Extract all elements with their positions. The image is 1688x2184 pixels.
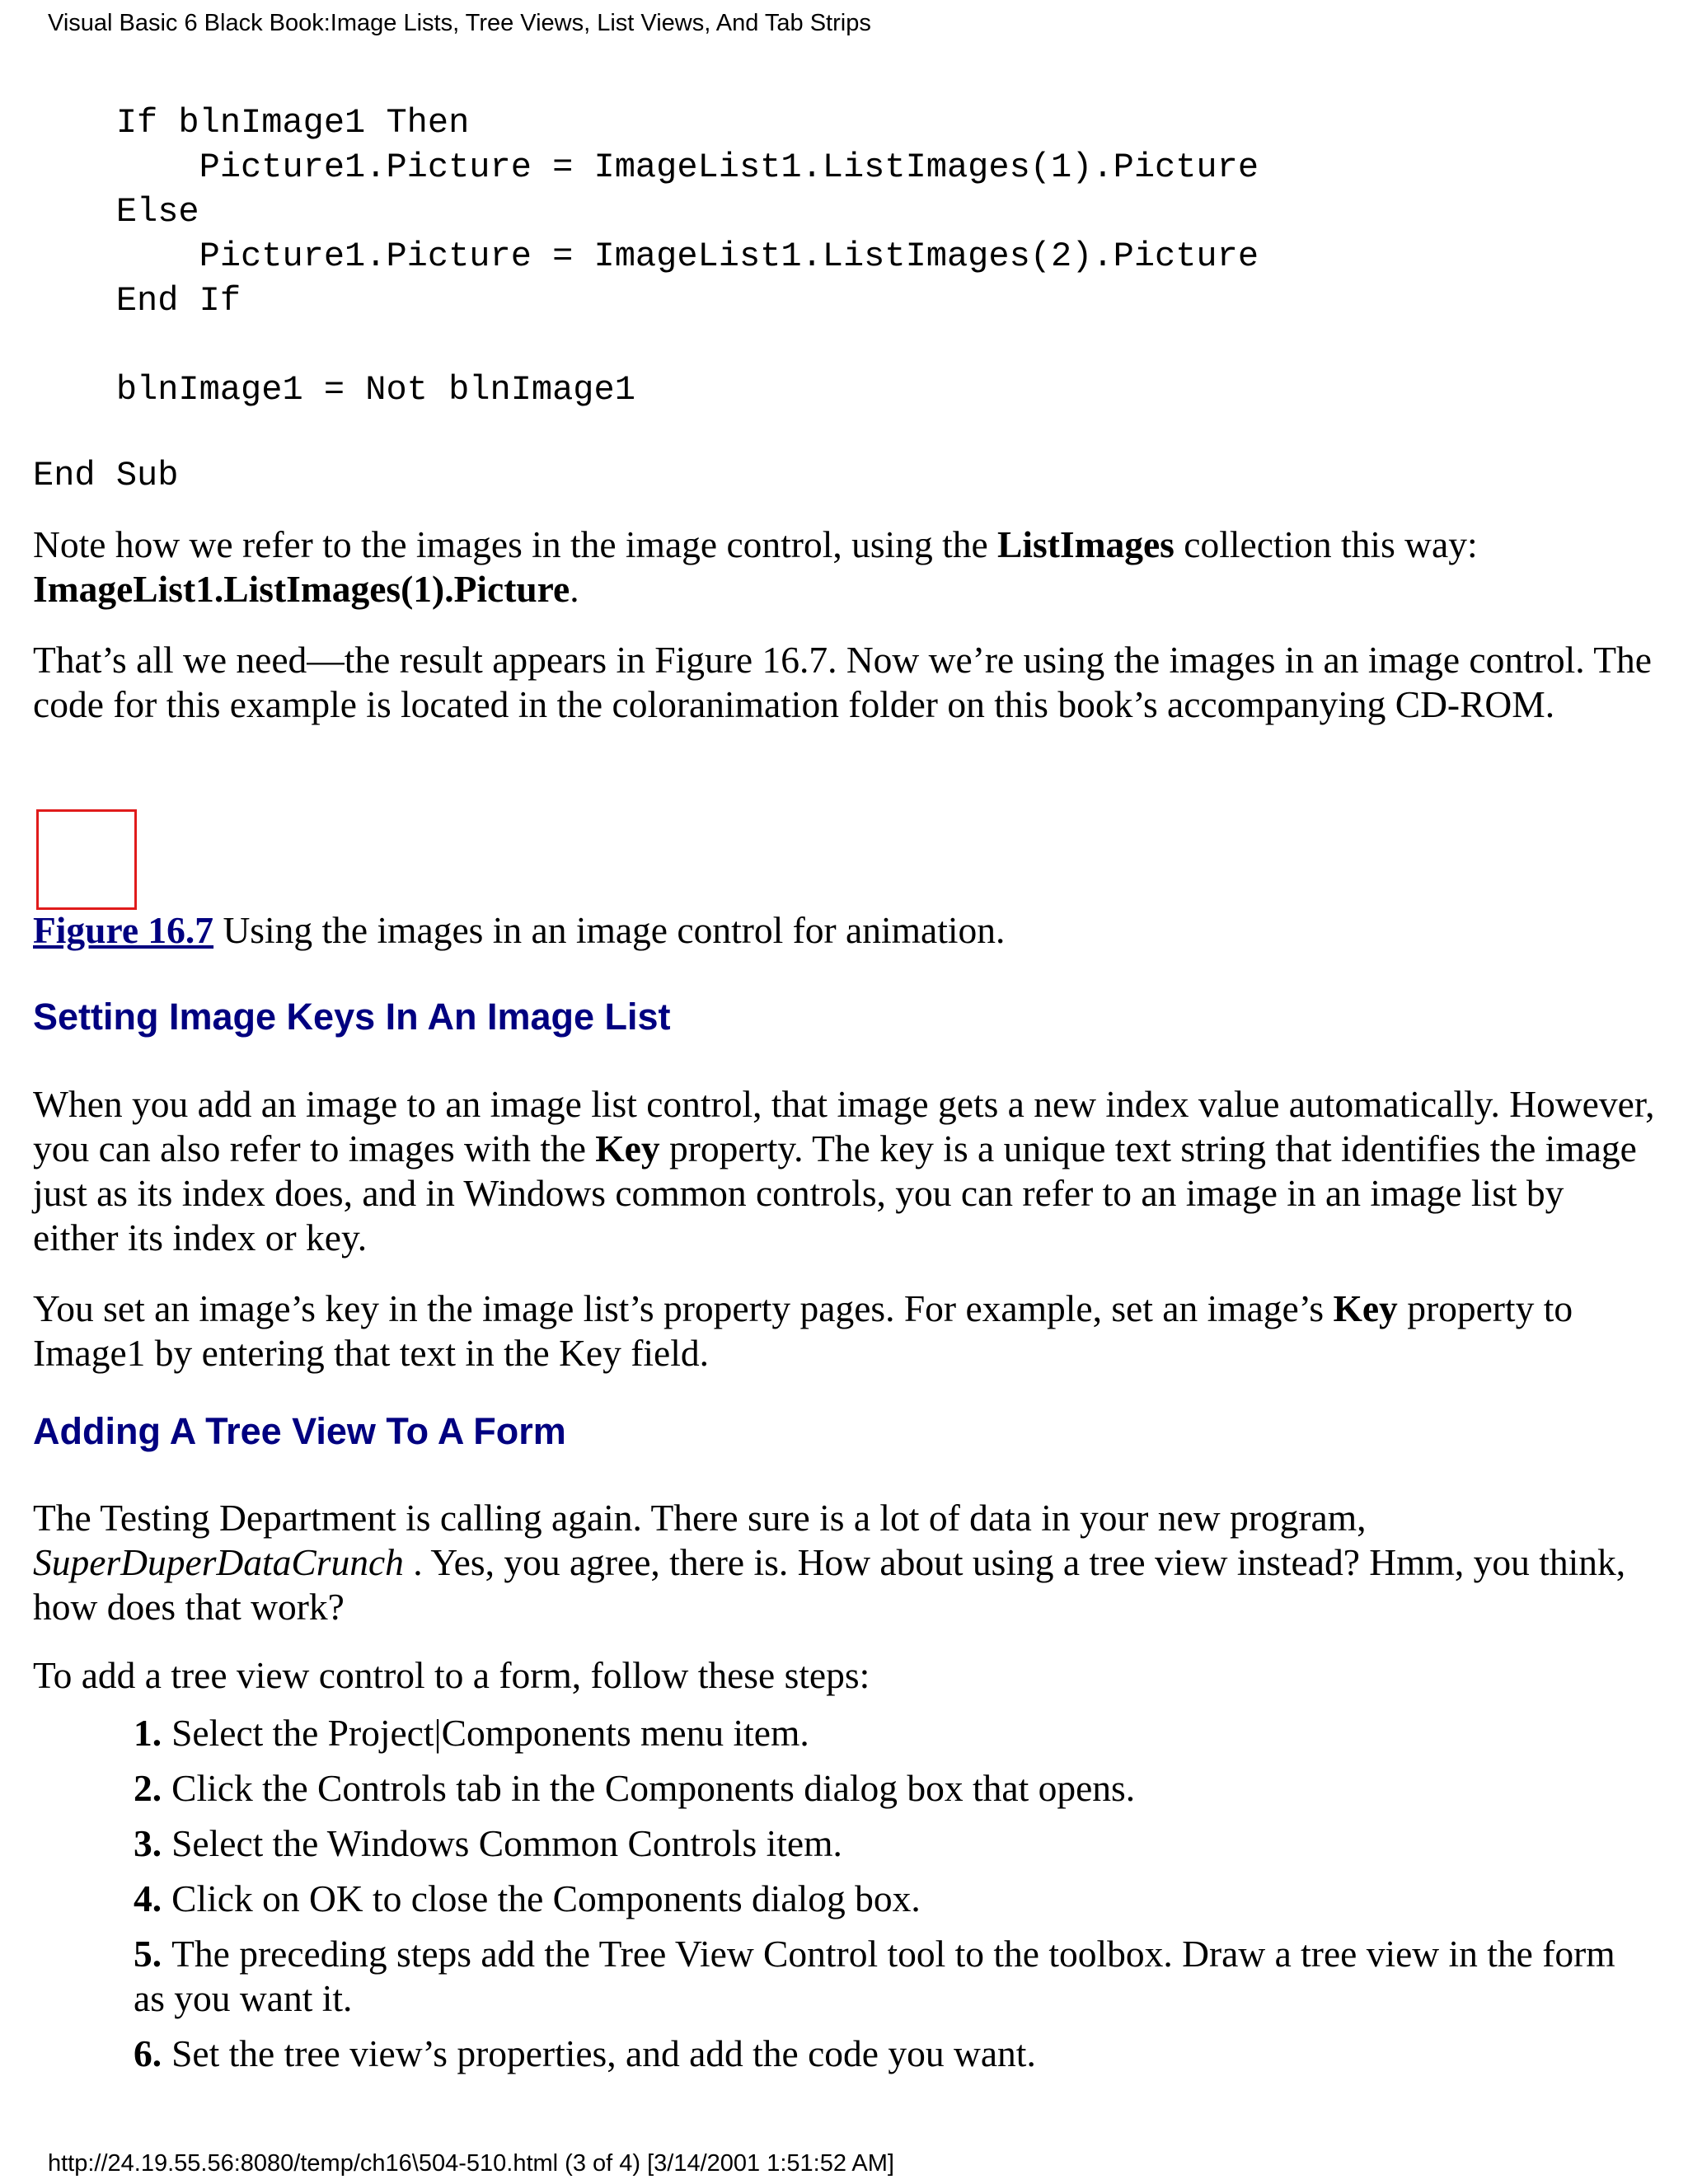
figure-link[interactable]: Figure 16.7	[33, 909, 214, 951]
note-paragraph: Note how we refer to the images in the image control, using the ListImages collection this way: ImageList1.ListImages(1).Picture.	[33, 523, 1478, 610]
code-line: Else	[33, 192, 199, 232]
section-heading-image-keys: Setting Image Keys In An Image List	[33, 996, 671, 1038]
steps-list	[134, 1711, 1642, 2087]
result-paragraph: That’s all we need—the result appears in Figure 16.7. Now we’re using the images in an image control. The code for this example is located in the coloranimation folder on this book’s accompanying CD-ROM.	[33, 639, 1652, 725]
code-line: End If	[33, 281, 241, 321]
section-heading-tree-view: Adding A Tree View To A Form	[33, 1410, 566, 1452]
list-item: 3. Select the Windows Common Controls item.	[134, 1822, 842, 1864]
tree-view-paragraph-2: To add a tree view control to a form, follow these steps:	[33, 1654, 870, 1696]
code-line: Picture1.Picture = ImageList1.ListImages(2).Picture	[33, 237, 1259, 276]
page-footer-url: http://24.19.55.56:8080/temp/ch16\504-510.html (3 of 4) [3/14/2001 1:51:52 AM]	[48, 2150, 894, 2177]
list-item: 1. Select the Project|Components menu item.	[134, 1712, 809, 1754]
tree-view-paragraph-1: The Testing Department is calling again. There sure is a lot of data in your new program, SuperDuperDataCrunch . Yes, you agree, there is. How about using a tree view instead? Hmm, you think, how does that work?	[33, 1497, 1626, 1628]
code-line: blnImage1 = Not blnImage1	[33, 370, 635, 410]
figure-caption: Figure 16.7 Using the images in an image control for animation.	[33, 909, 1006, 951]
list-item: 5. The preceding steps add the Tree View Control tool to the toolbox. Draw a tree view in the form as you want it.	[134, 1933, 1615, 2019]
code-line: If blnImage1 Then	[33, 103, 470, 143]
listimages-term: ListImages	[997, 523, 1175, 565]
image-keys-paragraph-1: When you add an image to an image list control, that image gets a new index value automatically. However, you can also refer to images with the Key property. The key is a unique text string that identifies the image just as its index does, and in Windows common controls, you can refer to an image in an image list by either its index or key.	[33, 1083, 1655, 1258]
image-keys-paragraph-2: You set an image’s key in the image list’s property pages. For example, set an image’s Key property to Image1 by entering that text in the Key field.	[33, 1287, 1573, 1374]
code-end-sub: End Sub	[33, 456, 179, 495]
program-name: SuperDuperDataCrunch	[33, 1541, 404, 1583]
broken-image-placeholder	[36, 809, 137, 910]
list-item: 2. Click the Controls tab in the Components dialog box that opens.	[134, 1767, 1136, 1809]
list-item: 4. Click on OK to close the Components dialog box.	[134, 1877, 921, 1919]
code-block	[33, 101, 1259, 412]
list-item: 6. Set the tree view’s properties, and add the code you want.	[134, 2032, 1036, 2074]
listimages-code: ImageList1.ListImages(1).Picture	[33, 568, 570, 610]
code-line: Picture1.Picture = ImageList1.ListImages(1).Picture	[33, 148, 1259, 187]
page-header-title: Visual Basic 6 Black Book:Image Lists, Tree Views, List Views, And Tab Strips	[48, 10, 871, 36]
